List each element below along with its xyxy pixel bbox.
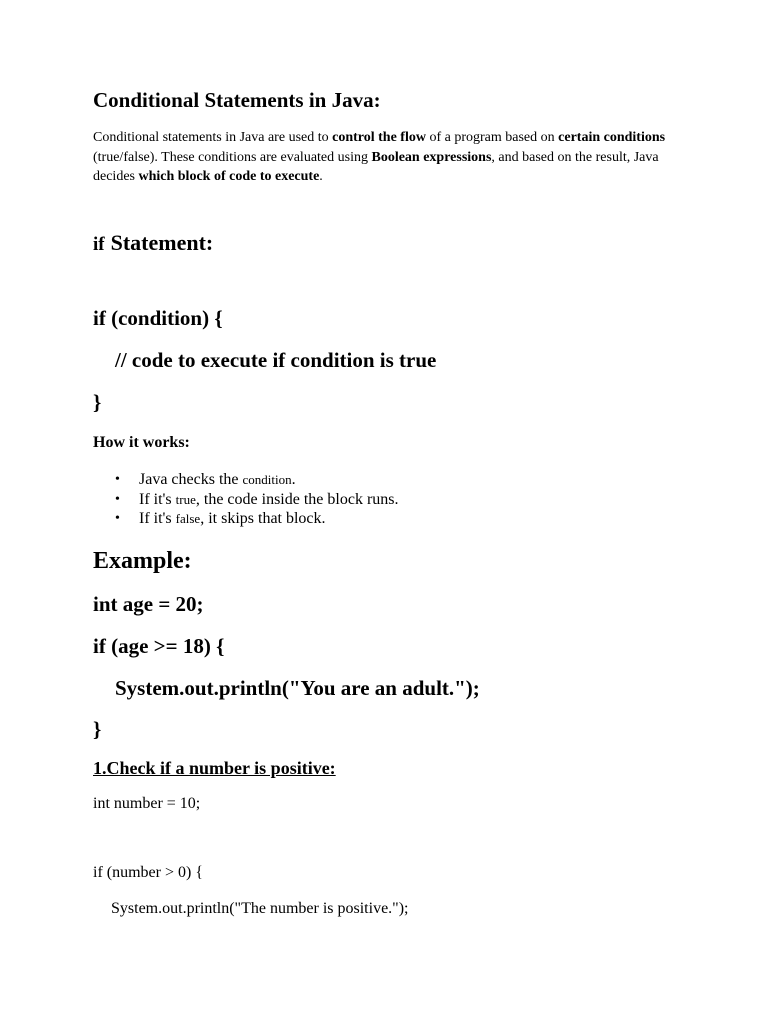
how-it-works-list	[93, 470, 399, 529]
check-code-line: if (number > 0) {	[93, 864, 204, 881]
check-positive-heading: 1.Check if a number is positive:	[93, 758, 336, 778]
example-code-line: System.out.println("You are an adult.");	[115, 676, 480, 700]
intro-text-3: (true/false). These conditions are evaluated using	[93, 149, 372, 165]
intro-text-5: .	[319, 169, 323, 184]
intro-bold-2: certain conditions	[558, 130, 666, 145]
intro-bold-3: Boolean expressions	[371, 149, 492, 165]
list-item	[93, 509, 399, 529]
list-item-text: Java checks the	[139, 471, 243, 488]
list-item-text: .	[291, 471, 296, 488]
example-code-line: if (age >= 18) {	[93, 634, 225, 658]
bullet-icon: •	[115, 491, 120, 507]
check-code-line: int number = 10;	[93, 795, 201, 812]
intro-bold-1: control the flow	[332, 130, 426, 145]
list-item-code: false	[175, 511, 201, 526]
list-item-text: If it's	[139, 510, 176, 527]
syntax-code-line: }	[93, 390, 102, 414]
page-title: Conditional Statements in Java:	[93, 88, 381, 112]
syntax-code-line: if (condition) {	[93, 306, 223, 330]
syntax-code-line: // code to execute if condition is true	[115, 348, 437, 372]
intro-text-4: , and based on the result, Java decides	[93, 149, 659, 184]
check-code-line: System.out.println("The number is positive.");	[111, 900, 409, 917]
intro-text-1: Conditional statements in Java are used to	[93, 130, 333, 145]
example-code-line: }	[93, 717, 102, 741]
list-item	[93, 490, 399, 510]
list-item-text: , the code inside the block runs.	[195, 490, 399, 508]
example-heading: Example:	[93, 548, 192, 574]
list-item-code: true	[175, 491, 196, 507]
list-item-text: , it skips that block.	[200, 510, 326, 527]
example-code-line: int age = 20;	[93, 592, 204, 616]
how-it-works-heading: How it works:	[93, 434, 190, 451]
intro-paragraph	[93, 128, 693, 187]
list-item	[93, 470, 399, 490]
list-item-text: If it's	[139, 490, 176, 508]
bullet-icon: •	[115, 511, 120, 526]
intro-bold-4: which block of code to execute	[138, 169, 320, 184]
bullet-icon: •	[115, 472, 120, 487]
list-item-code: condition	[242, 472, 292, 487]
intro-text-2: of a program based on	[425, 130, 559, 145]
statement-word: Statement:	[110, 230, 214, 255]
if-statement-heading	[93, 230, 213, 257]
if-keyword: if	[93, 234, 105, 255]
